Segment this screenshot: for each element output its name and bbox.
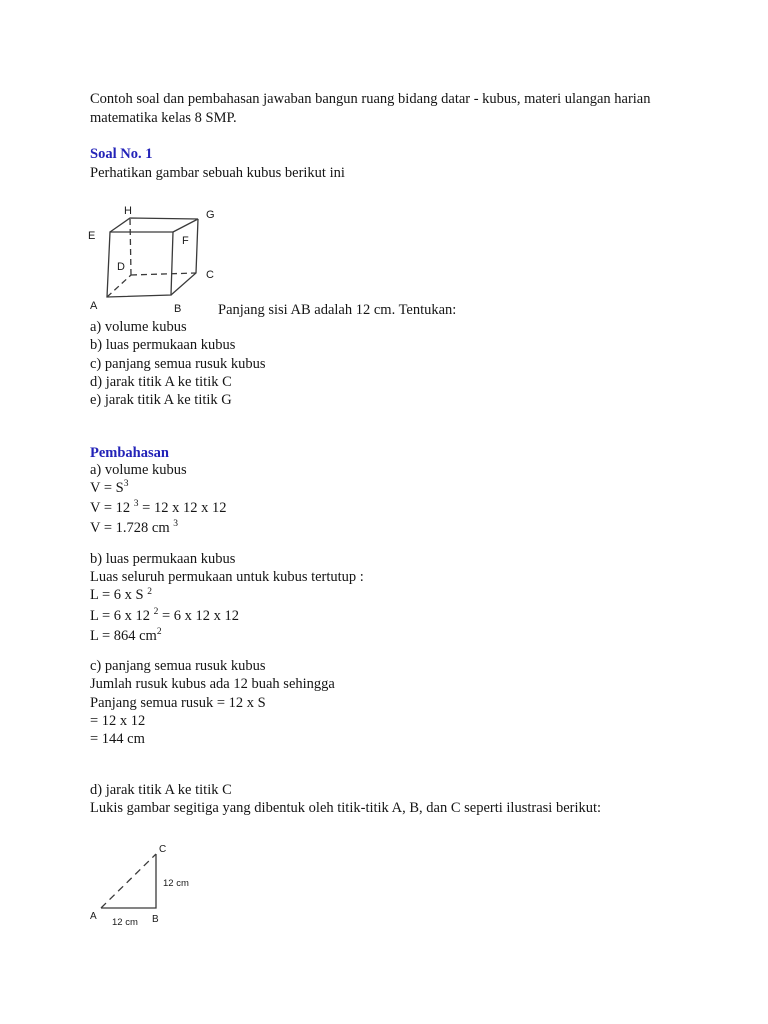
solution-c-line: Jumlah rusuk kubus ada 12 buah sehingga bbox=[90, 676, 335, 693]
solution-d-desc: Lukis gambar segitiga yang dibentuk oleh titik-titik A, B, dan C seperti ilustrasi berikut: bbox=[90, 800, 602, 817]
cube-figure bbox=[86, 198, 226, 320]
solution-a-title: a) volume kubus bbox=[90, 462, 187, 478]
side-length-label-bc: 12 cm bbox=[163, 878, 189, 889]
question-list bbox=[90, 318, 266, 409]
formula-base: L = 6 x 12 bbox=[90, 607, 154, 624]
solution-c bbox=[90, 657, 335, 748]
formula-line bbox=[90, 500, 226, 520]
cube-vertex-labels bbox=[88, 205, 215, 315]
pembahasan-heading: Pembahasan bbox=[90, 445, 169, 461]
cube-edges bbox=[107, 218, 198, 297]
formula-base: V = 1.728 cm bbox=[90, 519, 174, 536]
cube-vertex-label-a: A bbox=[90, 300, 98, 312]
question-item: d) jarak titik A ke titik C bbox=[90, 373, 232, 390]
formula-line bbox=[90, 586, 364, 606]
formula-superscript: 2 bbox=[153, 607, 159, 618]
cube-vertex-label-e: E bbox=[88, 230, 96, 242]
cube-vertex-label-d: D bbox=[117, 261, 125, 273]
soal-subheading: Perhatikan gambar sebuah kubus berikut ini bbox=[90, 165, 345, 181]
triangle-vertex-label-a: A bbox=[90, 911, 97, 922]
solution-c-line: = 12 x 12 bbox=[90, 712, 146, 729]
formula-line bbox=[90, 627, 364, 647]
cube-vertex-label-g: G bbox=[206, 209, 215, 221]
solution-c-title: c) panjang semua rusuk kubus bbox=[90, 658, 266, 674]
soal-heading: Soal No. 1 bbox=[90, 146, 153, 162]
formula-rest: = 12 x 12 x 12 bbox=[138, 499, 227, 516]
question-item: b) luas permukaan kubus bbox=[90, 337, 236, 354]
triangle-labels bbox=[90, 844, 189, 928]
triangle-figure bbox=[88, 841, 223, 933]
triangle-vertex-label-b: B bbox=[152, 914, 159, 925]
solution-b-desc: Luas seluruh permukaan untuk kubus tertutup : bbox=[90, 569, 364, 586]
formula-superscript: 3 bbox=[123, 479, 129, 490]
formula-line bbox=[90, 520, 226, 540]
formula-line bbox=[90, 480, 226, 500]
formula-line bbox=[90, 607, 364, 627]
side-length-label-ab: 12 cm bbox=[112, 917, 138, 928]
formula-base: L = 864 cm bbox=[90, 627, 157, 644]
formula-base: V = S bbox=[90, 479, 124, 496]
solution-c-line: Panjang semua rusuk = 12 x S bbox=[90, 694, 266, 711]
question-item: e) jarak titik A ke titik G bbox=[90, 392, 232, 409]
formula-superscript: 3 bbox=[173, 519, 178, 530]
question-item: c) panjang semua rusuk kubus bbox=[90, 355, 266, 372]
solution-b bbox=[90, 550, 364, 647]
cube-vertex-label-h: H bbox=[124, 205, 132, 217]
formula-base: V = 12 bbox=[90, 499, 134, 516]
intro-paragraph: Contoh soal dan pembahasan jawaban bangun ruang bidang datar - kubus, materi ulangan harian matematika kelas 8 SMP. bbox=[90, 91, 651, 126]
cube-vertex-label-f: F bbox=[182, 235, 189, 247]
solution-c-line: = 144 cm bbox=[90, 731, 145, 748]
formula-superscript: 3 bbox=[133, 499, 139, 510]
solution-a bbox=[90, 462, 226, 540]
triangle-vertex-label-c: C bbox=[159, 844, 167, 855]
cube-vertex-label-c: C bbox=[206, 269, 214, 281]
solution-d-title: d) jarak titik A ke titik C bbox=[90, 782, 232, 798]
formula-superscript: 2 bbox=[147, 586, 152, 597]
solution-b-title: b) luas permukaan kubus bbox=[90, 551, 236, 567]
question-note: Panjang sisi AB adalah 12 cm. Tentukan: bbox=[218, 302, 457, 318]
formula-superscript: 2 bbox=[156, 627, 162, 638]
triangle-edges bbox=[101, 854, 156, 908]
formula-rest: = 6 x 12 x 12 bbox=[158, 607, 240, 624]
solution-d bbox=[90, 781, 601, 818]
formula-base: L = 6 x S bbox=[90, 587, 148, 604]
question-item: a) volume kubus bbox=[90, 319, 187, 335]
cube-vertex-label-b: B bbox=[174, 303, 182, 315]
